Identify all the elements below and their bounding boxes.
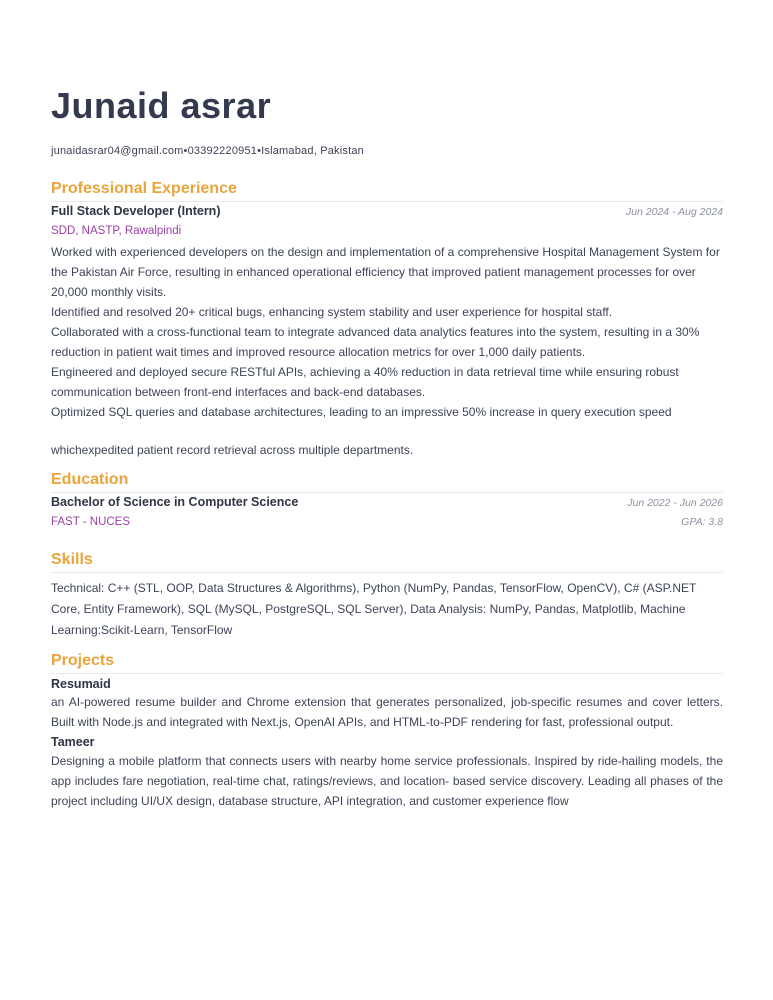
experience-bullet: Identified and resolved 20+ critical bugs, enhancing system stability and user experience for hospital staff. xyxy=(51,305,613,319)
section-divider xyxy=(51,492,723,493)
education-header-row xyxy=(51,495,723,511)
education-school-row xyxy=(51,516,723,528)
skills-text: Technical: C++ (STL, OOP, Data Structures & Algorithms), Python (NumPy, Pandas, TensorFlow, OpenCV), C# (ASP.NET Core, Entity Framework), SQL (MySQL, PostgreSQL, SQL Server), Data Analysis: NumPy, Pandas, Matplotlib, Machine Learning:Scikit-Learn, TensorFlow xyxy=(51,581,697,637)
experience-bullet: Collaborated with a cross-functional team to integrate advanced data analytics features into the system, resulting in a 30% reduction in patient wait times and improved resource allocation metrics for over 1,000 daily patients. xyxy=(51,325,700,359)
project-description-tameer: Designing a mobile platform that connects users with nearby home service professionals. Inspired by ride-hailing models, the app includes fare negotiation, real-time chat, ratings/reviews, and location- based service discovery. Leading all phases of the project including UI/UX design, database structure, API integration, and customer experience flow xyxy=(51,753,723,808)
experience-addendum: whichexpedited patient record retrieval across multiple departments. xyxy=(51,443,414,457)
section-title-projects: Projects xyxy=(51,652,115,669)
job-dates: Jun 2024 - Aug 2024 xyxy=(625,206,723,219)
section-divider xyxy=(51,673,723,674)
section-divider xyxy=(51,201,723,202)
experience-header-row xyxy=(51,204,723,220)
experience-description xyxy=(51,242,723,422)
candidate-name: Junaid asrar xyxy=(51,85,272,126)
experience-bullet: Optimized SQL queries and database architectures, leading to an impressive 50% increase in query execution speed xyxy=(51,405,672,419)
project-name-tameer: Tameer xyxy=(51,735,95,750)
section-divider xyxy=(51,572,723,573)
project-description-resumaid: an AI-powered resume builder and Chrome extension that generates personalized, job-specific resumes and cover letters. Built with Node.js and integrated with Next.js, OpenAI APIs, and HTML-to-PDF rendering for fast, professional output. xyxy=(51,695,723,730)
job-title: Full Stack Developer (Intern) xyxy=(51,204,221,219)
section-title-skills: Skills xyxy=(51,550,93,568)
education-dates: Jun 2022 - Jun 2026 xyxy=(627,497,723,510)
project-name-resumaid: Resumaid xyxy=(51,677,111,692)
gpa-value: GPA: 3.8 xyxy=(681,515,723,528)
contact-line: junaidasrar04@gmail.com•03392220951•Islamabad, Pakistan xyxy=(51,145,364,158)
experience-bullet: Worked with experienced developers on the design and implementation of a comprehensive Hospital Management System for the Pakistan Air Force, resulting in enhanced operational efficiency that improved patient management processes for over 20,000 monthly visits. xyxy=(51,245,720,299)
section-title-experience: Professional Experience xyxy=(51,180,237,198)
section-title-education: Education xyxy=(51,471,129,488)
degree-title: Bachelor of Science in Computer Science xyxy=(51,495,299,510)
experience-bullet: Engineered and deployed secure RESTful APIs, achieving a 40% reduction in data retrieval time while ensuring robust communication between front-end interfaces and back-end databases. xyxy=(51,365,679,399)
experience-org-row xyxy=(51,225,723,237)
school-name: FAST - NUCES xyxy=(51,515,131,528)
job-organization: SDD, NASTP, Rawalpindi xyxy=(51,225,182,237)
